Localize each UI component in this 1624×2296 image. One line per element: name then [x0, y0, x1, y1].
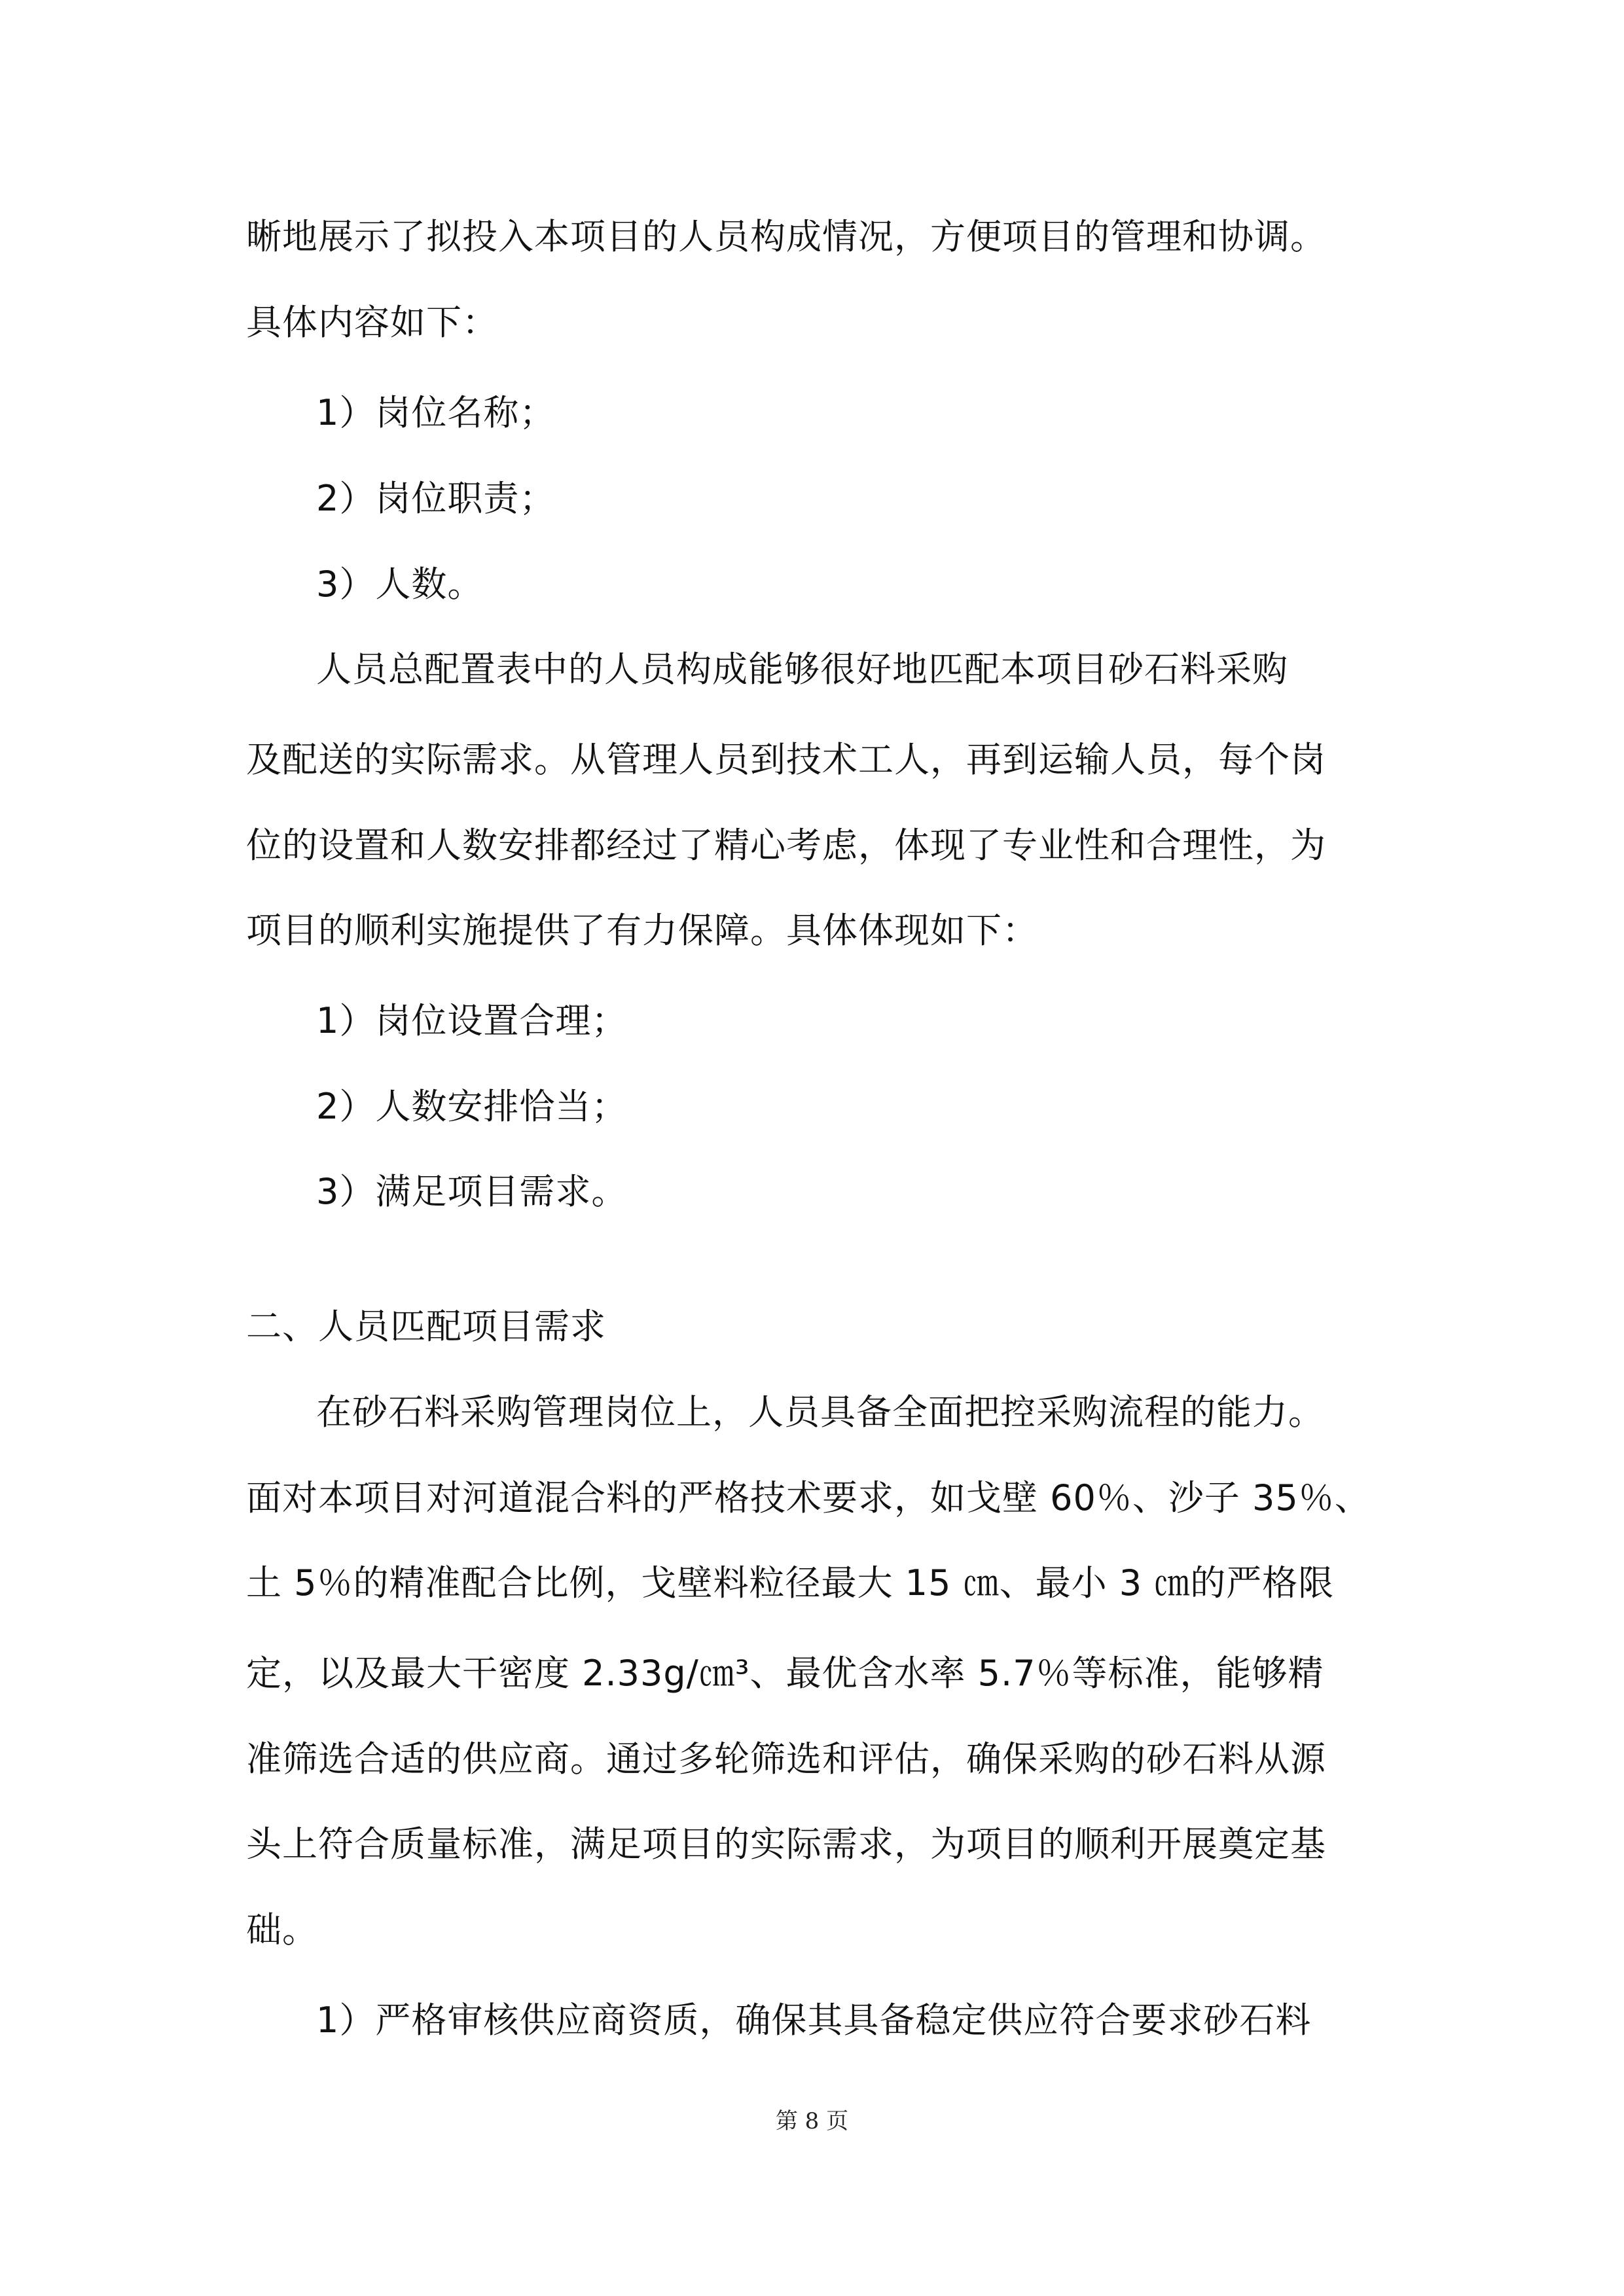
paragraph-line: 土 5％的精准配合比例，戈壁料粒径最大 15 ㎝、最小 3 ㎝的严格限 — [246, 1562, 1335, 1604]
body-line-intro: 具体内容如下： — [246, 302, 498, 343]
body-line-continuation: 晰地展示了拟投入本项目的人员构成情况，方便项目的管理和协调。 — [246, 216, 1326, 257]
list-item-meet-needs: 3）满足项目需求。 — [316, 1171, 628, 1212]
section-heading: 二、人员匹配项目需求 — [246, 1306, 606, 1347]
paragraph-line: 位的设置和人数安排都经过了精心考虑，体现了专业性和合理性，为 — [246, 825, 1326, 866]
paragraph-line: 础。 — [246, 1909, 318, 1950]
paragraph-first-line: 在砂石料采购管理岗位上，人员具备全面把控采购流程的能力。 — [316, 1391, 1324, 1433]
paragraph-line: 及配送的实际需求。从管理人员到技术工人，再到运输人员，每个岗 — [246, 739, 1326, 780]
page-number: 第 8 页 — [775, 2108, 849, 2134]
paragraph-line: 项目的顺利实施提供了有力保障。具体体现如下： — [246, 910, 1038, 951]
paragraph-line: 头上符合质量标准，满足项目的实际需求，为项目的顺利开展奠定基 — [246, 1823, 1326, 1865]
list-item-post-duty: 2）岗位职责； — [316, 478, 556, 519]
list-item-headcount-arrangement: 2）人数安排恰当； — [316, 1086, 628, 1127]
list-item-post-setting: 1）岗位设置合理； — [316, 1000, 628, 1041]
paragraph-line: 面对本项目对河道混合料的严格技术要求，如戈壁 60％、沙子 35％、 — [246, 1477, 1371, 1518]
list-item-headcount: 3）人数。 — [316, 564, 484, 605]
paragraph-line: 定，以及最大干密度 2.33g/㎝³、最优含水率 5.7％等标准，能够精 — [246, 1653, 1324, 1694]
paragraph-first-line: 人员总配置表中的人员构成能够很好地匹配本项目砂石料采购 — [316, 649, 1288, 690]
paragraph-line: 准筛选合适的供应商。通过多轮筛选和评估，确保采购的砂石料从源 — [246, 1738, 1326, 1780]
list-item-post-name: 1）岗位名称； — [316, 392, 556, 433]
list-item-supplier-review: 1）严格审核供应商资质，确保其具备稳定供应符合要求砂石料 — [316, 2000, 1312, 2041]
